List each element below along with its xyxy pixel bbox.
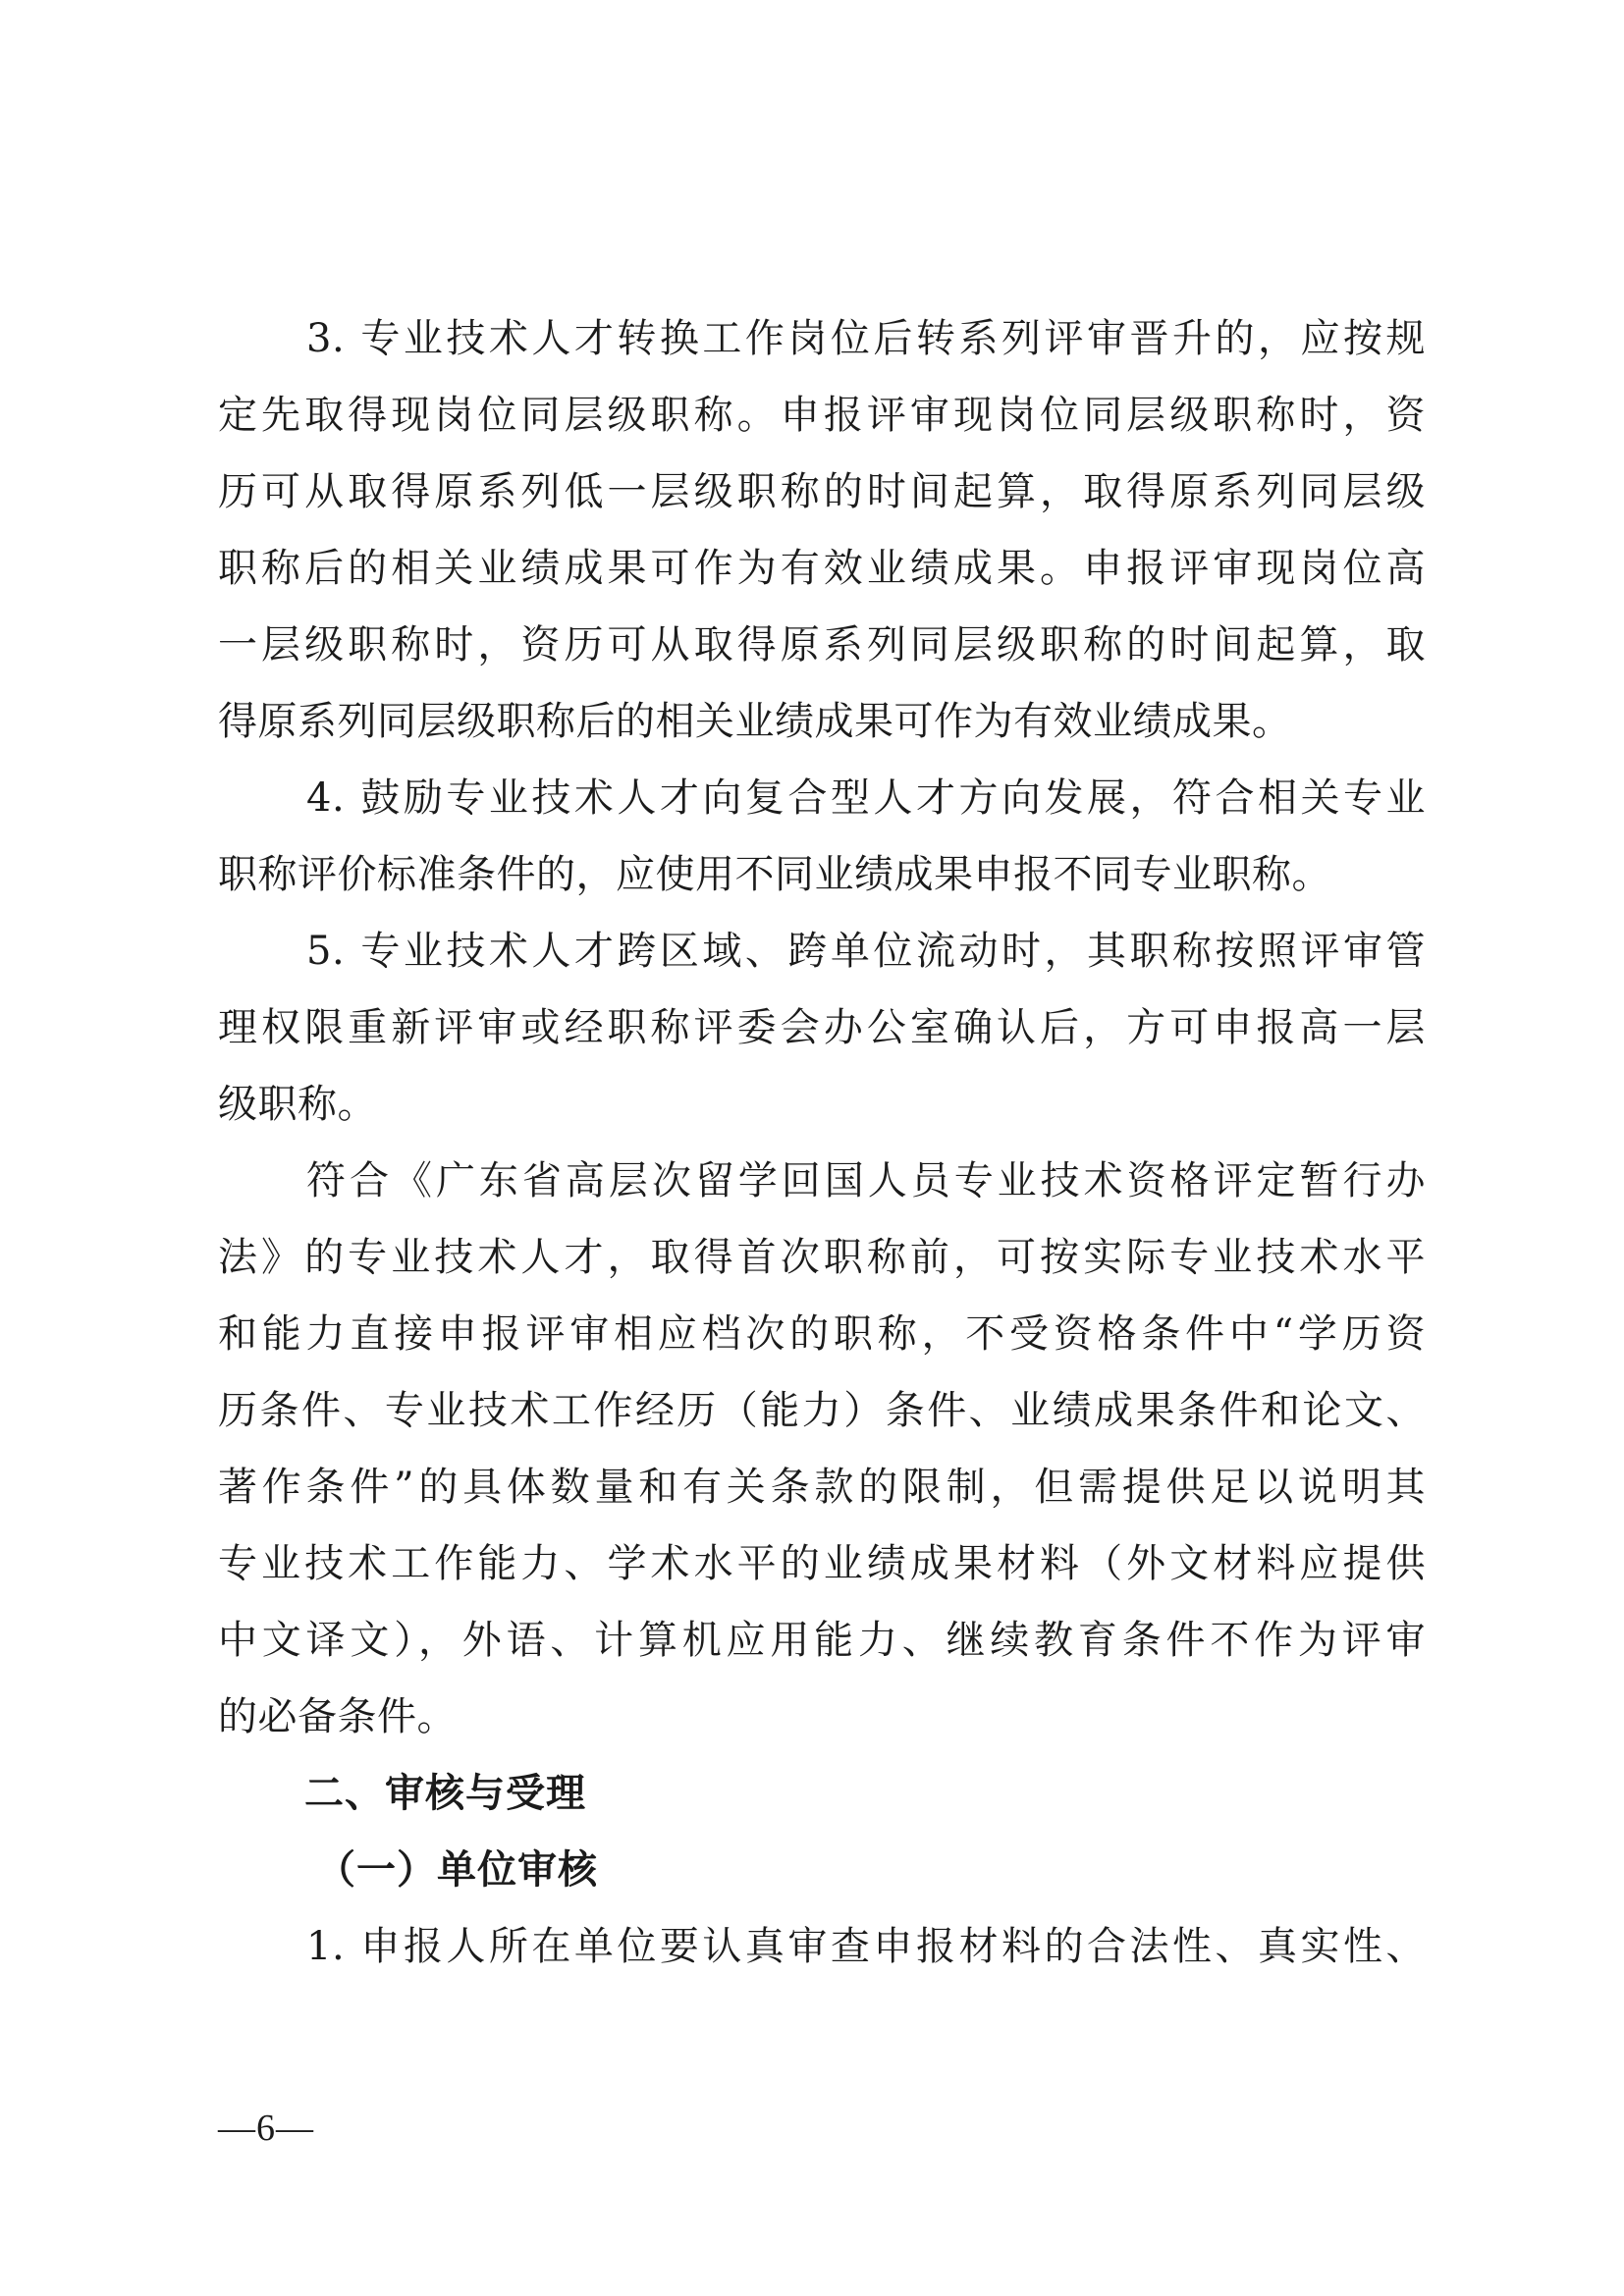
paragraph-overseas-returnees [218,1143,1426,1755]
section-heading: 二、审核与受理 [304,1771,586,1816]
page-number: —6— [218,2108,314,2149]
paragraph-item-3 [218,300,1426,760]
text-line: 定先取得现岗位同层级职称。申报评审现岗位同层级职称时，资 [218,393,1426,438]
text-line: 和能力直接申报评审相应档次的职称，不受资格条件中“学历资 [218,1311,1426,1357]
text-line: 法》的专业技术人才，取得首次职称前，可按实际专业技术水平 [218,1235,1426,1280]
text-line: 1. 申报人所在单位要认真审查申报材料的合法性、真实性、 [306,1924,1426,1969]
paragraph-item-4 [218,760,1426,913]
text-line: 3. 专业技术人才转换工作岗位后转系列评审晋升的，应按规 [306,316,1426,361]
text-line: 符合《广东省高层次留学回国人员专业技术资格评定暂行办 [306,1158,1426,1203]
text-line: 著作条件”的具体数量和有关条款的限制，但需提供足以说明其 [218,1465,1426,1510]
text-line: 职称评价标准条件的，应使用不同业绩成果申报不同专业职称。 [218,852,1331,897]
text-line: 历可从取得原系列低一层级职称的时间起算，取得原系列同层级 [218,469,1426,514]
text-line: 一层级职称时，资历可从取得原系列同层级职称的时间起算，取 [218,622,1426,667]
text-line: 级职称。 [218,1082,377,1127]
document-body [218,300,1426,1985]
text-line: 理权限重新评审或经职称评委会办公室确认后，方可申报高一层 [218,1005,1426,1050]
subsection-heading: （一）单位审核 [316,1847,598,1893]
text-line: 4. 鼓励专业技术人才向复合型人才方向发展，符合相关专业 [306,775,1426,821]
text-line: 专业技术工作能力、学术水平的业绩成果材料（外文材料应提供 [218,1541,1426,1586]
text-line: 5. 专业技术人才跨区域、跨单位流动时，其职称按照评审管 [306,929,1426,974]
paragraph-item-5 [218,913,1426,1143]
text-line: 历条件、专业技术工作经历（能力）条件、业绩成果条件和论文、 [218,1388,1426,1433]
text-line: 中文译文），外语、计算机应用能力、继续教育条件不作为评审 [218,1618,1426,1663]
text-line: 得原系列同层级职称后的相关业绩成果可作为有效业绩成果。 [218,699,1292,744]
text-line: 的必备条件。 [218,1694,457,1739]
paragraph-item-1 [218,1908,1426,1985]
text-line: 职称后的相关业绩成果可作为有效业绩成果。申报评审现岗位高 [218,546,1426,591]
